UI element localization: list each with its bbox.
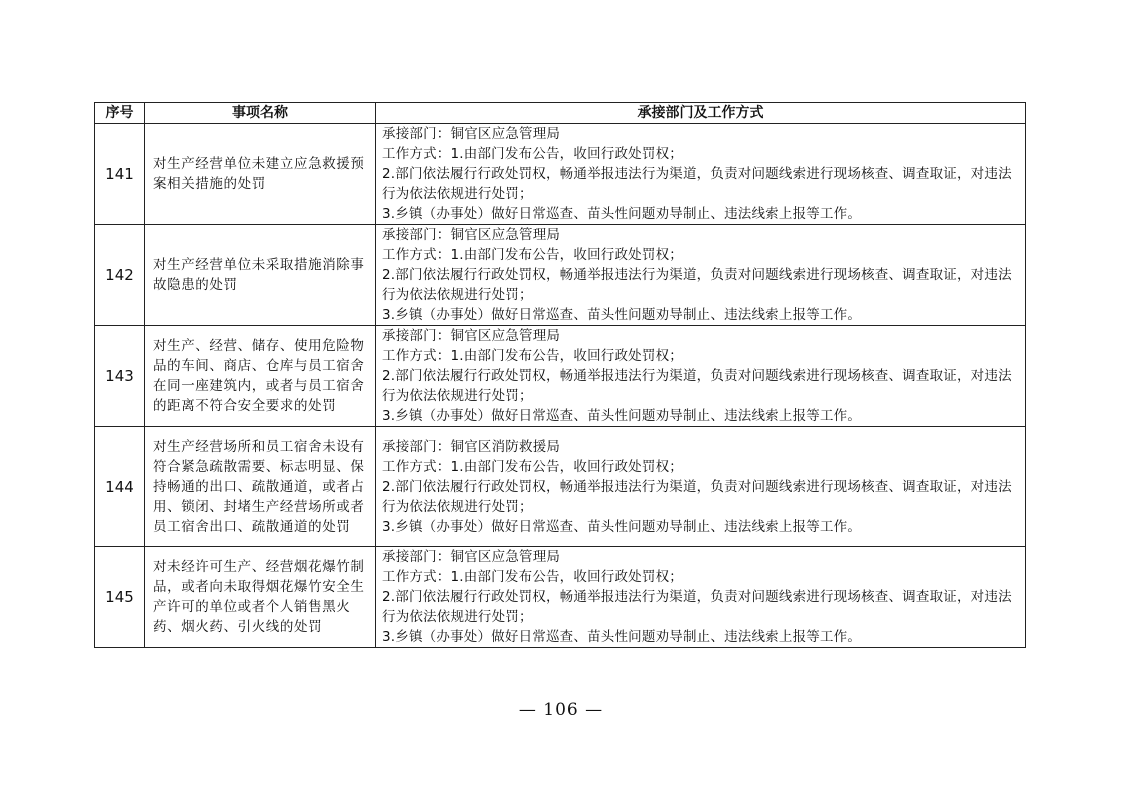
row-department: 承接部门：铜官区应急管理局 bbox=[382, 227, 561, 243]
header-item-name: 事项名称 bbox=[145, 103, 376, 124]
row-step-2: 2.部门依法履行行政处罚权，畅通举报违法行为渠道，负责对问题线索进行现场核查、调查取证，对违法行为依法依规进行处罚； bbox=[382, 478, 1012, 515]
header-department-method: 承接部门及工作方式 bbox=[376, 103, 1026, 124]
row-department-method bbox=[376, 124, 1026, 225]
row-department: 承接部门：铜官区消防救援局 bbox=[382, 438, 561, 455]
row-department-method bbox=[376, 547, 1026, 648]
row-serial-number: 143 bbox=[95, 326, 145, 427]
row-serial-number: 142 bbox=[95, 225, 145, 326]
header-serial-number: 序号 bbox=[95, 103, 145, 124]
row-department-method bbox=[376, 326, 1026, 427]
row-step-2: 2.部门依法履行行政处罚权，畅通举报违法行为渠道，负责对问题线索进行现场核查、调查取证，对违法行为依法依规进行处罚； bbox=[382, 589, 1012, 625]
items-table bbox=[94, 102, 1026, 648]
row-item-name: 对未经许可生产、经营烟花爆竹制品，或者向未取得烟花爆竹安全生产许可的单位或者个人销售黑火药、烟火药、引火线的处罚 bbox=[145, 547, 376, 648]
row-step-3: 3.乡镇（办事处）做好日常巡查、苗头性问题劝导制止、违法线索上报等工作。 bbox=[382, 629, 862, 645]
page-number: — 106 — bbox=[518, 700, 604, 720]
row-item-name: 对生产经营单位未建立应急救援预案相关措施的处罚 bbox=[145, 124, 376, 225]
row-serial-number: 141 bbox=[95, 124, 145, 225]
row-work-method: 工作方式：1.由部门发布公告，收回行政处罚权； bbox=[382, 348, 683, 364]
row-step-2: 2.部门依法履行行政处罚权，畅通举报违法行为渠道，负责对问题线索进行现场核查、调查取证，对违法行为依法依规进行处罚； bbox=[382, 166, 1012, 202]
row-item-name: 对生产经营单位未采取措施消除事故隐患的处罚 bbox=[145, 225, 376, 326]
table-row bbox=[95, 547, 1026, 648]
row-department: 承接部门：铜官区应急管理局 bbox=[382, 126, 561, 142]
row-work-method: 工作方式：1.由部门发布公告，收回行政处罚权； bbox=[382, 247, 683, 263]
row-serial-number: 144 bbox=[95, 427, 145, 547]
row-department: 承接部门：铜官区应急管理局 bbox=[382, 328, 561, 344]
row-department-method bbox=[376, 225, 1026, 326]
table-row bbox=[95, 326, 1026, 427]
row-work-method: 工作方式：1.由部门发布公告，收回行政处罚权； bbox=[382, 458, 683, 475]
row-item-name: 对生产、经营、储存、使用危险物品的车间、商店、仓库与员工宿舍在同一座建筑内，或者与员工宿舍的距离不符合安全要求的处罚 bbox=[145, 326, 376, 427]
row-step-2: 2.部门依法履行行政处罚权，畅通举报违法行为渠道，负责对问题线索进行现场核查、调查取证，对违法行为依法依规进行处罚； bbox=[382, 368, 1012, 404]
row-department: 承接部门：铜官区应急管理局 bbox=[382, 549, 561, 565]
row-step-3: 3.乡镇（办事处）做好日常巡查、苗头性问题劝导制止、违法线索上报等工作。 bbox=[382, 518, 862, 535]
row-step-3: 3.乡镇（办事处）做好日常巡查、苗头性问题劝导制止、违法线索上报等工作。 bbox=[382, 408, 862, 424]
table-header-row bbox=[95, 103, 1026, 124]
row-work-method: 工作方式：1.由部门发布公告，收回行政处罚权； bbox=[382, 146, 683, 162]
table-row bbox=[95, 225, 1026, 326]
row-step-2: 2.部门依法履行行政处罚权，畅通举报违法行为渠道，负责对问题线索进行现场核查、调查取证，对违法行为依法依规进行处罚； bbox=[382, 267, 1012, 303]
row-step-3: 3.乡镇（办事处）做好日常巡查、苗头性问题劝导制止、违法线索上报等工作。 bbox=[382, 206, 862, 222]
table-row bbox=[95, 124, 1026, 225]
row-work-method: 工作方式：1.由部门发布公告，收回行政处罚权； bbox=[382, 569, 683, 585]
row-step-3: 3.乡镇（办事处）做好日常巡查、苗头性问题劝导制止、违法线索上报等工作。 bbox=[382, 307, 862, 323]
row-serial-number: 145 bbox=[95, 547, 145, 648]
table-row bbox=[95, 427, 1026, 547]
row-item-name: 对生产经营场所和员工宿舍未设有符合紧急疏散需要、标志明显、保持畅通的出口、疏散通道，或者占用、锁闭、封堵生产经营场所或者员工宿舍出口、疏散通道的处罚 bbox=[145, 427, 376, 547]
row-department-method bbox=[376, 427, 1026, 547]
